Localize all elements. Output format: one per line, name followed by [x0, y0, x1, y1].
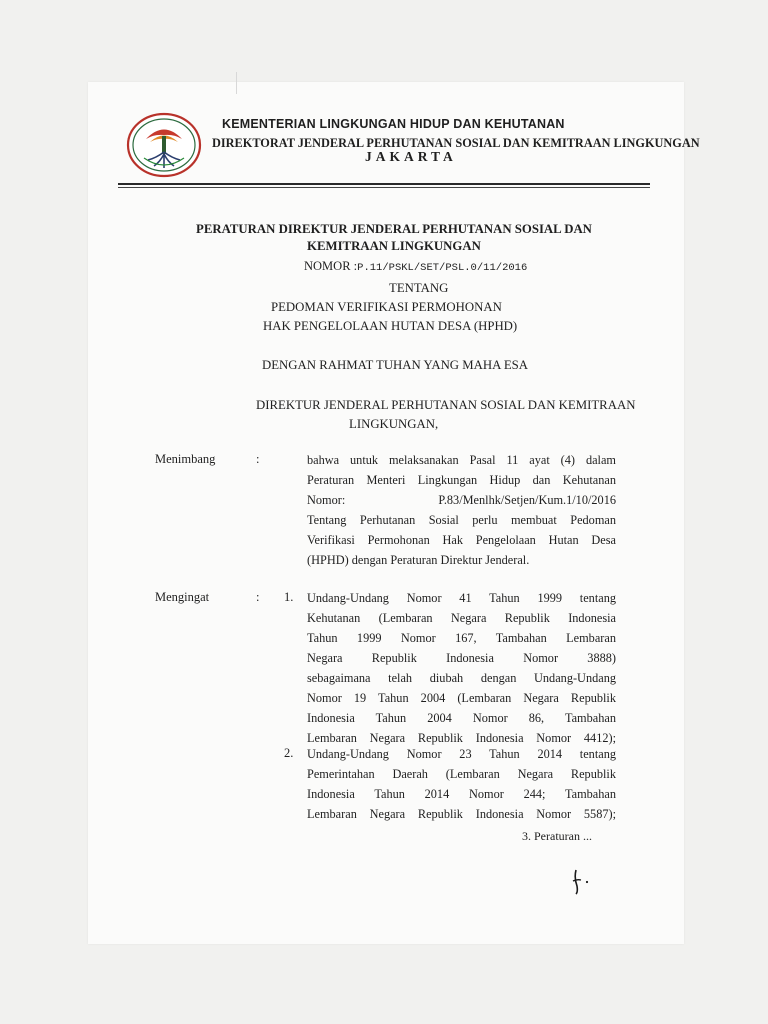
menimbang-nomor-row	[307, 490, 616, 510]
item-line: Negara Republik Indonesia Nomor 3888)	[307, 651, 616, 665]
mengingat-colon: :	[256, 590, 260, 604]
item-line: Pemerintahan Daerah (Lembaran Negara Republik	[307, 767, 616, 781]
item-line: Nomor 19 Tahun 2004 (Lembaran Negara Republik	[307, 691, 616, 705]
nomor-value: P.11/PSKL/SET/PSL.0/11/2016	[357, 262, 528, 274]
rahmat-line: DENGAN RAHMAT TUHAN YANG MAHA ESA	[262, 358, 529, 372]
item-line: Indonesia Tahun 2004 Nomor 86, Tambahan	[307, 711, 616, 725]
mengingat-item-2	[307, 744, 616, 824]
item-line: Kehutanan (Lembaran Negara Republik Indonesia	[307, 611, 616, 625]
menimbang-label: Menimbang	[155, 452, 216, 466]
regulation-number	[304, 259, 527, 274]
item-line: Indonesia Tahun 2014 Nomor 244; Tambahan	[307, 787, 616, 801]
item-number: 1.	[284, 590, 294, 604]
item-line: Undang-Undang Nomor 23 Tahun 2014 tentang	[307, 747, 616, 761]
ministry-logo-icon	[126, 112, 202, 178]
header-rule-thin	[118, 187, 650, 188]
item-line: Undang-Undang Nomor 41 Tahun 1999 tentang	[307, 591, 616, 605]
item-line: Tahun 1999 Nomor 167, Tambahan Lembaran	[307, 631, 616, 645]
menimbang-line: Tentang Perhutanan Sosial perlu membuat Pedoman	[307, 513, 616, 527]
subject-line1: PEDOMAN VERIFIKASI PERMOHONAN	[271, 300, 502, 314]
menimbang-line: (HPHD) dengan Peraturan Direktur Jenderal.	[307, 553, 530, 567]
tentang-heading: TENTANG	[389, 281, 449, 295]
item-number: 2.	[284, 746, 294, 760]
menimbang-colon: :	[256, 452, 260, 466]
director-line1: DIREKTUR JENDERAL PERHUTANAN SOSIAL DAN KEMITRAAN	[256, 398, 636, 412]
regulation-title-line1: PERATURAN DIREKTUR JENDERAL PERHUTANAN SOSIAL DAN	[196, 222, 592, 236]
menimbang-line: Verifikasi Permohonan Hak Pengelolaan Hutan Desa	[307, 533, 616, 547]
item-line: Lembaran Negara Republik Indonesia Nomor 5587);	[307, 807, 616, 821]
director-line2: LINGKUNGAN,	[349, 417, 439, 431]
menimbang-line: Peraturan Menteri Lingkungan Hidup dan Kehutanan	[307, 473, 616, 487]
subject-line2: HAK PENGELOLAAN HUTAN DESA (HPHD)	[263, 319, 518, 333]
header-rule-thick	[118, 183, 650, 185]
mengingat-item-1	[307, 588, 616, 748]
city-name: JAKARTA	[365, 149, 457, 164]
menimbang-line: P.83/Menlhk/Setjen/Kum.1/10/2016	[438, 493, 616, 507]
menimbang-line: bahwa untuk melaksanakan Pasal 11 ayat (4) dalam	[307, 453, 616, 467]
scan-mark	[236, 72, 237, 94]
menimbang-body	[307, 450, 616, 570]
regulation-title-line2: KEMITRAAN LINGKUNGAN	[307, 239, 481, 253]
initial-signature-icon	[565, 866, 595, 896]
item-line: Lembaran Negara Republik Indonesia Nomor 4412);	[307, 731, 616, 745]
nomor-label: NOMOR :	[304, 259, 358, 273]
catchword: 3. Peraturan ...	[522, 829, 592, 843]
item-line: sebagaimana telah diubah dengan Undang-Undang	[307, 671, 616, 685]
ministry-name: KEMENTERIAN LINGKUNGAN HIDUP DAN KEHUTANAN	[222, 117, 565, 131]
directorate-name: DIREKTORAT JENDERAL PERHUTANAN SOSIAL DAN KEMITRAAN LINGKUNGAN	[212, 136, 700, 150]
menimbang-line: Nomor:	[307, 493, 346, 507]
mengingat-label: Mengingat	[155, 590, 210, 604]
